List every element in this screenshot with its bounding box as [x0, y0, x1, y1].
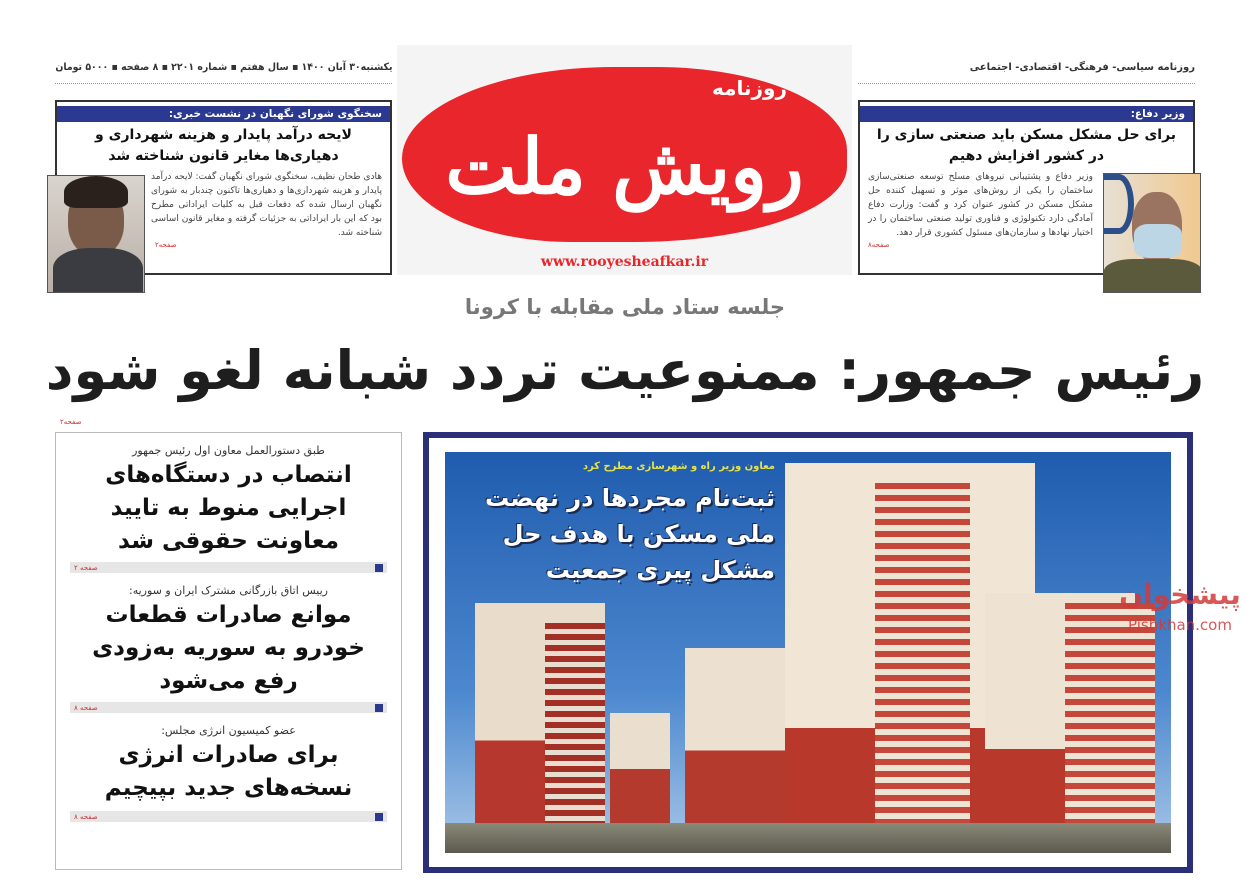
spokesman-photo: [47, 175, 145, 293]
left-box-kicker: سخنگوی شورای نگهبان در نشست خبری:: [57, 106, 390, 122]
watermark: [1115, 575, 1245, 635]
story-2: [70, 573, 387, 713]
left-box-page[interactable]: صفحه۲: [155, 241, 177, 249]
story-kicker: طبق دستورالعمل معاون اول رئیس جمهور: [132, 444, 325, 457]
lead-page[interactable]: صفحه۲: [60, 418, 82, 426]
bullet-square-icon: [375, 564, 383, 572]
story-kicker: عضو کمیسیون انرژی مجلس:: [161, 724, 296, 737]
story-kicker: رییس اتاق بازرگانی مشترک ایران و سوریه:: [128, 584, 328, 597]
housing-photo: [445, 452, 1171, 853]
watermark-fa: پیشخوان: [1119, 578, 1241, 611]
masthead: [397, 45, 852, 275]
story-3: [70, 713, 387, 822]
logo-name-wrap: [422, 112, 827, 222]
date-line-wrap: [55, 62, 392, 84]
lead-headline[interactable]: رئیس جمهور: ممنوعیت تردد شبانه لغو شود: [45, 339, 1205, 402]
right-box-kicker: وزیر دفاع:: [860, 106, 1193, 122]
lead-kicker: جلسه ستاد ملی مقابله با کرونا: [464, 295, 786, 319]
story-headline[interactable]: موانع صادرات قطعات خودرو به سوریه به‌زودی رفع می‌شود: [92, 602, 365, 694]
story-page[interactable]: صفحه ۸: [74, 703, 98, 712]
bullet-square-icon: [375, 704, 383, 712]
feature-headline[interactable]: ثبت‌نام مجردها در نهضت ملی مسکن با هدف حل مشکل پیری جمعیت: [485, 484, 775, 584]
website-link[interactable]: www.rooyesheafkar.ir: [540, 254, 709, 270]
story-headline[interactable]: انتصاب در دستگاه‌های اجرایی منوط به تایید معاونت حقوقی شد: [105, 462, 352, 554]
feature-frame: [423, 432, 1193, 873]
watermark-en: Pishkhan.com: [1128, 616, 1232, 634]
minister-photo: [1103, 173, 1201, 293]
lead-headline-wrap: [40, 334, 1210, 408]
date-line: یکشنبه۳۰ آبان ۱۴۰۰ ▪ سال هفتم ▪ شماره ۲۲۰۱ ▪ ۸ صفحه ▪ ۵۰۰۰ تومان: [54, 62, 393, 73]
right-box-headline[interactable]: برای حل مشکل مسکن باید صنعتی سازی را در کشور افزایش دهیم: [876, 127, 1177, 164]
story-headline[interactable]: برای صادرات انرژی نسخه‌های جدید بپیچیم: [104, 742, 353, 801]
story-page[interactable]: صفحه ۸: [74, 812, 98, 821]
right-box-page[interactable]: صفحه۸: [868, 241, 890, 249]
logo-small-text: روزنامه: [712, 76, 787, 100]
logo: [402, 67, 847, 242]
stories-column: [55, 432, 402, 870]
tagline-wrap: [858, 62, 1195, 84]
lead-kicker-wrap: [300, 292, 950, 322]
story-1: [70, 433, 387, 573]
story-page[interactable]: صفحه ۲: [74, 563, 98, 572]
left-box-body: هادی طحان نظیف، سخنگوی شورای نگهبان گفت: لایحه درآمد پایدار و هزینه شهرداری‌ها و دهیاری‌ها تاکنون چندبار به شورای نگهبان ارسال شده که دفعات قبل به کلیات ایراداتی مطرح بود که این بار ایراداتی به جزئیات گرفته و مغایر قانون اساسی شناخته شد.: [151, 172, 382, 238]
right-box-body: وزیر دفاع و پشتیبانی نیروهای مسلح توسعه صنعتی‌سازی ساختمان را یکی از روش‌های موثر و تسهیل کننده حل مشکل مسکن در کشور عنوان کرد و گفت: وزارت دفاع آمادگی دارد تکنولوژی و فناوری تولید صنعتی ساختمان را در اختیار نهادها و سازمان‌های مسئول کشوری قرار دهد.: [868, 172, 1093, 238]
bullet-square-icon: [375, 813, 383, 821]
feature-kicker: معاون وزیر راه و شهرسازی مطرح کرد: [582, 461, 775, 472]
logo-name: رویش ملت: [445, 122, 804, 211]
left-box-headline[interactable]: لایحه درآمد پایدار و هزینه شهرداری و دهیاری‌ها مغایر قانون شناخته شد: [95, 127, 352, 164]
tagline: روزنامه سیاسی- فرهنگی- اقتصادی- اجتماعی: [969, 62, 1195, 73]
